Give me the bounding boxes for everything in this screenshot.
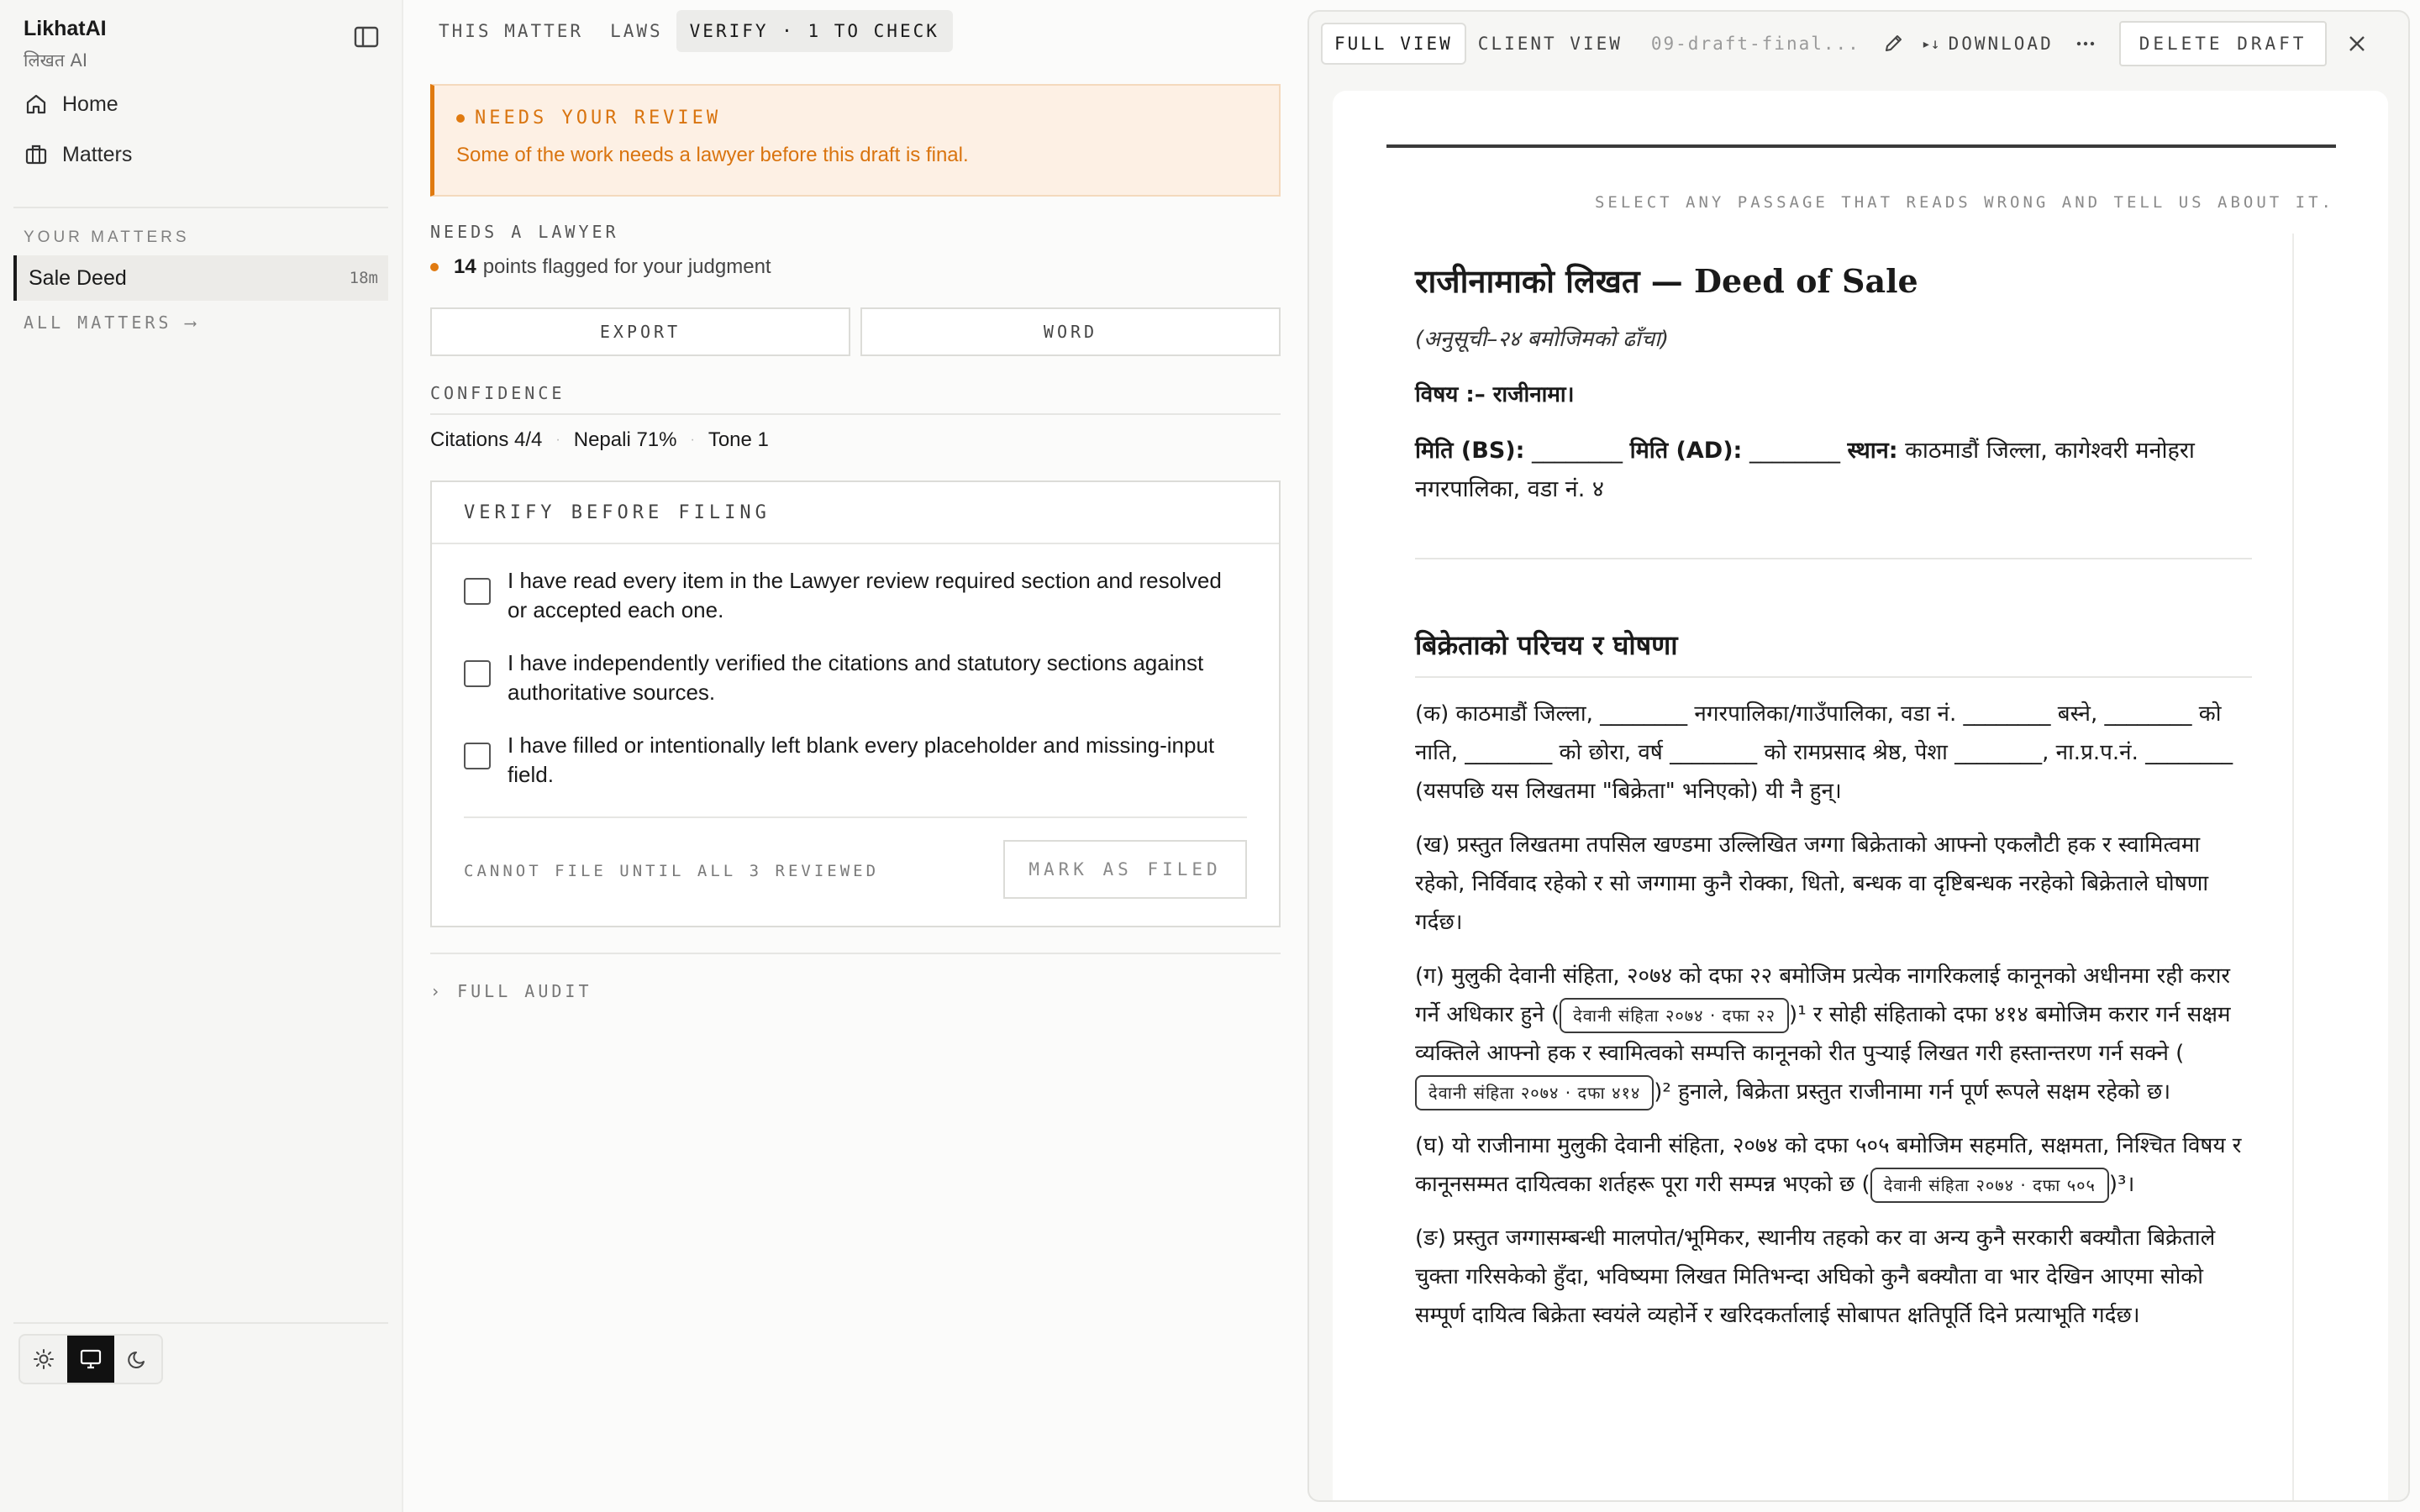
paragraph-ga [1415,957,2252,1111]
matter-item-sale-deed[interactable] [13,255,388,301]
separator-dot: · [690,433,695,447]
moon-icon [127,1348,149,1370]
sun-icon [33,1348,55,1370]
draft-file-name: 09-draft-final... [1650,34,1860,54]
confidence-stats [430,428,769,452]
date-ad-label: मिति (AD): [1629,438,1743,464]
flag-text: points flagged for your judgment [482,255,771,278]
place-label: स्थान: [1847,438,1898,464]
download-icon: ▸↓ [1921,34,1940,53]
needs-review-alert [430,84,1281,197]
paragraph-gha [1415,1126,2252,1204]
pencil-icon[interactable] [1876,27,1910,60]
verify-divider [464,816,1247,818]
section-heading: बिक्रेताको परिचय र घोषणा [1415,627,2252,678]
needs-lawyer-label: NEEDS A LAWYER [430,222,619,242]
separator-dot: · [555,433,560,447]
checkbox[interactable] [464,578,491,605]
paragraph-text: )³। [2108,1172,2135,1197]
needs-review-text: Some of the work needs a lawyer before this draft is final. [456,144,969,166]
tab-client-view[interactable]: CLIENT VIEW [1477,34,1623,54]
flagged-points [430,255,771,279]
matter-tabs [425,10,953,52]
tab-verify[interactable]: VERIFY · 1 TO CHECK [676,10,953,52]
your-matters-label: YOUR MATTERS [24,228,190,246]
export-button[interactable]: EXPORT [430,307,850,356]
document-subtitle: (अनुसूची–२४ बमोजिमको ढाँचा) [1415,327,1669,352]
verify-before-filing-card [430,480,1281,927]
full-audit-toggle[interactable]: › FULL AUDIT [430,981,592,1001]
date-bs-label: मिति (BS): [1415,438,1525,464]
draft-preview-panel [1307,10,2410,1502]
tab-laws[interactable]: LAWS [610,21,663,41]
confidence-divider [430,413,1281,415]
paragraph-text: )¹ र सोही संहिताको दफा ४१४ बमोजिम करार गर्न सक्षम व्यक्तिले आफ्नो हक र स्वामित्वको सम्पत्ति कानूनको रीत पुर्‍याई लिखत गरी हस्तान्तरण गर्न सक्ने ( [1415,1002,2231,1066]
draft-document [1333,91,2388,1502]
verify-panel [403,0,1307,1512]
blank-field: ________ [1749,438,1840,464]
document-body[interactable] [1415,259,2252,1335]
confidence-tone: Tone 1 [708,428,769,451]
flag-count: 14 [454,255,476,278]
document-divider [1415,558,2252,559]
more-icon[interactable] [2069,27,2102,60]
nav-item-home[interactable] [24,86,118,123]
filing-status: CANNOT FILE UNTIL ALL 3 REVIEWED [464,862,880,880]
citation-chip[interactable]: देवानी संहिता २०७४ · दफा ४१४ [1415,1075,1654,1110]
warning-dot-icon [456,114,465,123]
verify-checklist-item[interactable] [464,648,1230,707]
paragraph-kha: (ख) प्रस्तुत लिखतमा तपसिल खण्डमा उल्लिखित जग्गा बिक्रेताको आफ्नो एकलौटी हक र स्वामित्वमा रहेको, निर्विवाद रहेको र सो जग्गामा कुनै रोक्का, धितो, बन्धक वा दृष्टिबन्धक नरहेको बिक्रेताले घोषणा गर्दछ। [1415,832,2209,935]
sidebar [0,0,403,1512]
document-date-place [1415,432,2252,509]
briefcase-icon [24,142,49,167]
download-button[interactable] [1922,34,2054,54]
needs-review-title-text: NEEDS YOUR REVIEW [475,108,722,129]
checkbox[interactable] [464,743,491,769]
paragraph-text: (घ) यो राजीनामा मुलुकी देवानी संहिता, २०७४ को दफा ५०५ बमोजिम सहमति, सक्षमता, निश्चित विषय र कानूनसम्मत दायित्वका शर्तहरू पूरा गरी सम्पन्न भएको छ ( [1415,1133,2242,1197]
draft-toolbar [1321,18,2396,69]
sidebar-divider [13,1322,388,1324]
paragraph-text: (ग) मुलुकी देवानी संहिता, २०७४ को दफा २२ बमोजिम प्रत्येक नागरिकलाई कानूनको अधीनमा रही करार गर्ने अधिकार हुने ( [1415,963,2231,1027]
confidence-citations: Citations 4/4 [430,428,543,451]
matter-name: Sale Deed [29,265,127,290]
checklist-text: I have independently verified the citations and statutory sections against authoritative sources. [508,650,1204,705]
needs-review-title [456,108,1257,129]
checklist-text: I have read every item in the Lawyer review required section and resolved or accepted each one. [508,568,1222,622]
document-top-rule [1386,144,2336,148]
home-icon [24,92,49,117]
monitor-icon [79,1348,103,1370]
document-subject: विषय :– राजीनामा। [1415,382,1575,407]
verify-checklist-item[interactable] [464,566,1230,625]
mark-as-filed-button[interactable]: MARK AS FILED [1003,840,1247,899]
matter-time: 18m [349,269,378,287]
flag-dot-icon [430,263,439,271]
sidebar-toggle-icon[interactable] [353,25,380,49]
brand-subtitle: लिखत AI [24,50,88,71]
verify-title: VERIFY BEFORE FILING [432,482,1279,544]
place-value: काठमाडौं जिल्ला, कागेश्वरी मनोहरा नगरपालिका, वडा नं. ४ [1415,438,2195,502]
feedback-hint: SELECT ANY PASSAGE THAT READS WRONG AND TELL US ABOUT IT. [1594,193,2334,212]
theme-light-button[interactable] [20,1336,67,1383]
close-icon[interactable] [2340,27,2374,60]
margin-line [2292,234,2294,1502]
word-button[interactable]: WORD [860,307,1281,356]
citation-chip[interactable]: देवानी संहिता २०७४ · दफा २२ [1560,998,1789,1033]
export-actions [430,307,1281,356]
paragraph-text: )² हुनाले, बिक्रेता प्रस्तुत राजीनामा गर्न पूर्ण रूपले सक्षम रहेको छ। [1654,1079,2171,1105]
blank-field: ________ [1532,438,1623,464]
nav-item-matters[interactable] [24,136,132,173]
verify-checklist-item[interactable] [464,731,1230,790]
audit-divider [430,953,1281,954]
confidence-label: CONFIDENCE [430,383,566,403]
paragraph-nga: (ङ) प्रस्तुत जग्गासम्बन्धी मालपोत/भूमिकर, स्थानीय तहको कर वा अन्य कुनै सरकारी बक्यौता बिक्रेताले चुक्ता गरिसकेको हुँदा, भविष्यमा लिखत मितिभन्दा अघिको कुनै बक्यौता वा भार देखिन आएमा सोको सम्पूर्ण दायित्व बिक्रेता स्वयंले व्यहोर्ने र खरिदकर्तालाई सोबापत क्षतिपूर्ति दिने प्रत्याभूति गर्दछ। [1415,1226,2216,1328]
document-title: राजीनामाको लिखत — Deed of Sale [1415,262,1918,300]
sidebar-divider [13,207,388,208]
all-matters-link[interactable]: ALL MATTERS ⟶ [24,312,199,333]
checklist-text: I have filled or intentionally left blank every placeholder and missing-input field. [508,732,1215,787]
citation-chip[interactable]: देवानी संहिता २०७४ · दफा ५०५ [1870,1168,2109,1203]
theme-system-button[interactable] [67,1336,114,1383]
theme-dark-button[interactable] [114,1336,161,1383]
tab-this-matter[interactable]: THIS MATTER [439,21,584,41]
nav-item-label: Matters [62,142,133,166]
brand-name: LikhatAI [24,17,107,40]
checkbox[interactable] [464,660,491,687]
tab-full-view[interactable]: FULL VIEW [1321,23,1466,65]
download-label: DOWNLOAD [1948,34,2054,54]
nav-item-label: Home [62,92,118,116]
theme-toggle [18,1334,163,1384]
paragraph-ka: (क) काठमाडौं जिल्ला, ________ नगरपालिका/गाउँपालिका, वडा नं. ________ बस्ने, ________ को नाति, ________ को छोरा, वर्ष ________ को रामप्रसाद श्रेष्ठ, पेशा ________, ना.प्र.प.नं. ________ (यसपछि यस लिखतमा "बिक्रेता" भनिएको) यी नै हुन्। [1415,701,2233,804]
delete-draft-button[interactable]: DELETE DRAFT [2119,21,2328,66]
confidence-nepali: Nepali 71% [573,428,677,451]
